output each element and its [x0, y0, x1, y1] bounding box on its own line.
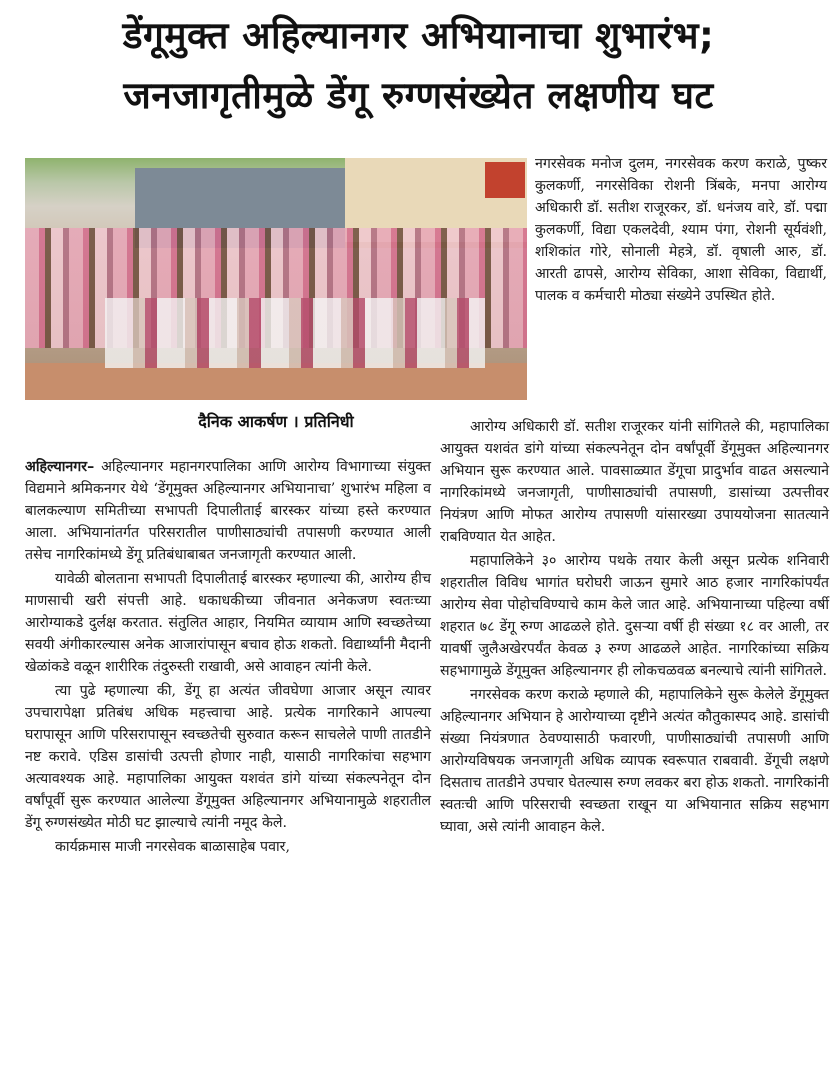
dateline: अहिल्यानगर–	[25, 459, 95, 475]
article-paragraph: यावेळी बोलताना सभापती दिपालीताई बारस्कर म्हणाल्या की, आरोग्य हीच माणसाची खरी संपत्ती आहे. धकाधकीच्या जीवनात अनेकजण स्वतःच्या आरोग्याकडे दुर्लक्ष करतात. संतुलित आहार, नियमित व्यायाम आणि स्वच्छतेच्या सवयी अंगीकारल्यास अनेक आजारांपासून बचाव होऊ शकतो. विद्यार्थ्यांनी मैदानी खेळांकडे वळून शारीरिक तंदुरुस्ती राखावी, असे आवाहन त्यांनी केले.	[25, 571, 431, 675]
article-paragraph: कार्यक्रमास माजी नगरसेवक बाळासाहेब पवार,	[55, 839, 290, 855]
article-paragraph	[25, 456, 431, 566]
photo-placards	[105, 298, 485, 368]
article-paragraph: महापालिकेने ३० आरोग्य पथके तयार केली असून प्रत्येक शनिवारी शहरातील विविध भागांत घरोघरी जाऊन सुमारे आठ हजार नागरिकांपर्यंत आरोग्य सेवा पोहोचविण्याचे काम केले जात आहे. अभियानाच्या पहिल्या वर्षी शहरात ७८ डेंगू रुग्ण आढळले होते. दुसऱ्या वर्षी ही संख्या १८ वर आली, तर यावर्षी जुलैअखेरपर्यंत केवळ ३ रुग्ण आढळले आहेत. नागरिकांच्या सक्रिय सहभागामुळे डेंगूमुक्त अहिल्यानगर ही लोकचळवळ बनल्याचे त्यांनी सांगितले.	[440, 553, 829, 679]
photo-ground	[25, 363, 527, 400]
article-paragraph: त्या पुढे म्हणाल्या की, डेंगू हा अत्यंत जीवघेणा आजार असून त्यावर उपचारापेक्षा प्रतिबंध अधिक महत्त्वाचा आहे. प्रत्येक नागरिकाने आपल्या घरापासून आणि परिसरापासून स्वच्छतेची सुरुवात करून साचलेले पाणी तातडीने नष्ट करावे. एडिस डासांची उत्पत्ती होणार नाही, यासाठी नागरिकांचा सहभाग अत्यावश्यक आहे. महापालिका आयुक्त यशवंत डांगे यांच्या संकल्पनेतून दोन वर्षांपूर्वी सुरू करण्यात आलेल्या डेंगूमुक्त अहिल्यानगर अभियानामुळे शहरातील डेंगू रुग्णसंख्येत मोठी घट झाल्याचे त्यांनी नमूद केले.	[25, 683, 431, 831]
left-column	[25, 456, 431, 860]
article-paragraph: आरोग्य अधिकारी डॉ. सतीश राजूरकर यांनी सांगितले की, महापालिका आयुक्त यशवंत डांगे यांच्या संकल्पनेतून दोन वर्षांपूर्वी डेंगूमुक्त अहिल्यानगर अभियान सुरू करण्यात आले. पावसाळ्यात डेंगूचा प्रादुर्भाव वाढत असल्याने नागरिकांमध्ये जनजागृती, पाणीसाठ्यांची तपासणी, डासांच्या उत्पत्तीवर नियंत्रण आणि मोफत आरोग्य तपासणी यांसारख्या उपाययोजना सातत्याने राबविण्यात येत आहेत.	[440, 419, 829, 545]
article-paragraph-text: अहिल्यानगर महानगरपालिका आणि आरोग्य विभागाच्या संयुक्त विद्यमाने श्रमिकनगर येथे ‘डेंगूमुक्त अहिल्यानगर अभियानाचा’ शुभारंभ महिला व बालकल्याण समितीच्या सभापती दिपालीताई बारस्कर यांच्या हस्ते करण्यात आला. अभियानांतर्गत परिसरातील पाणीसाठ्यांची तपासणी करण्यात आली तसेच नागरिकांमध्ये डेंगू प्रतिबंधाबाबत जनजागृती करण्यात आली.	[25, 459, 431, 563]
headline-line-2: जनजागृतीमुळे डेंगू रुग्णसंख्येत लक्षणीय घट	[123, 74, 714, 117]
byline: दैनिक आकर्षण । प्रतिनिधी	[198, 412, 354, 431]
headline	[8, 6, 829, 126]
right-main-column	[440, 416, 829, 840]
headline-line-1: डेंगूमुक्त अहिल्यानगर अभियानाचा शुभारंभ;	[122, 14, 715, 57]
event-photo	[25, 158, 527, 400]
photo-sign	[485, 162, 525, 198]
right-top-column	[535, 153, 827, 309]
article-paragraph: नगरसेवक मनोज दुलम, नगरसेवक करण कराळे, पुष्कर कुलकर्णी, नगरसेविका रोशनी त्रिंबके, मनपा आरोग्य अधिकारी डॉ. सतीश राजूरकर, डॉ. धनंजय वारे, डॉ. पद्मा कुलकर्णी, विद्या एकलदेवी, श्याम पंगा, रोशनी सूर्यवंशी, शशिकांत गोरे, सोनाली मेहत्रे, डॉ. वृषाली आरु, डॉ. आरती ढापसे, आरोग्य सेविका, आशा सेविका, विद्यार्थी, पालक व कर्मचारी मोठ्या संख्येने उपस्थित होते.	[535, 156, 827, 304]
article-paragraph: नगरसेवक करण कराळे म्हणाले की, महापालिकेने सुरू केलेले डेंगूमुक्त अहिल्यानगर अभियान हे आरोग्याच्या दृष्टीने अत्यंत कौतुकास्पद आहे. डासांची संख्या नियंत्रणात ठेवण्यासाठी फवारणी, पाणीसाठ्यांची तपासणी आणि आरोग्यविषयक जनजागृती अधिक व्यापक स्वरूपात राबवावी. डेंगूची लक्षणे दिसताच तातडीने उपचार घेतल्यास रुग्ण लवकर बरा होऊ शकतो. नागरिकांनी स्वतःची आणि परिसराची स्वच्छता राखून या अभियानात सक्रिय सहभाग घ्यावा, असे त्यांनी आवाहन केले.	[440, 687, 829, 835]
